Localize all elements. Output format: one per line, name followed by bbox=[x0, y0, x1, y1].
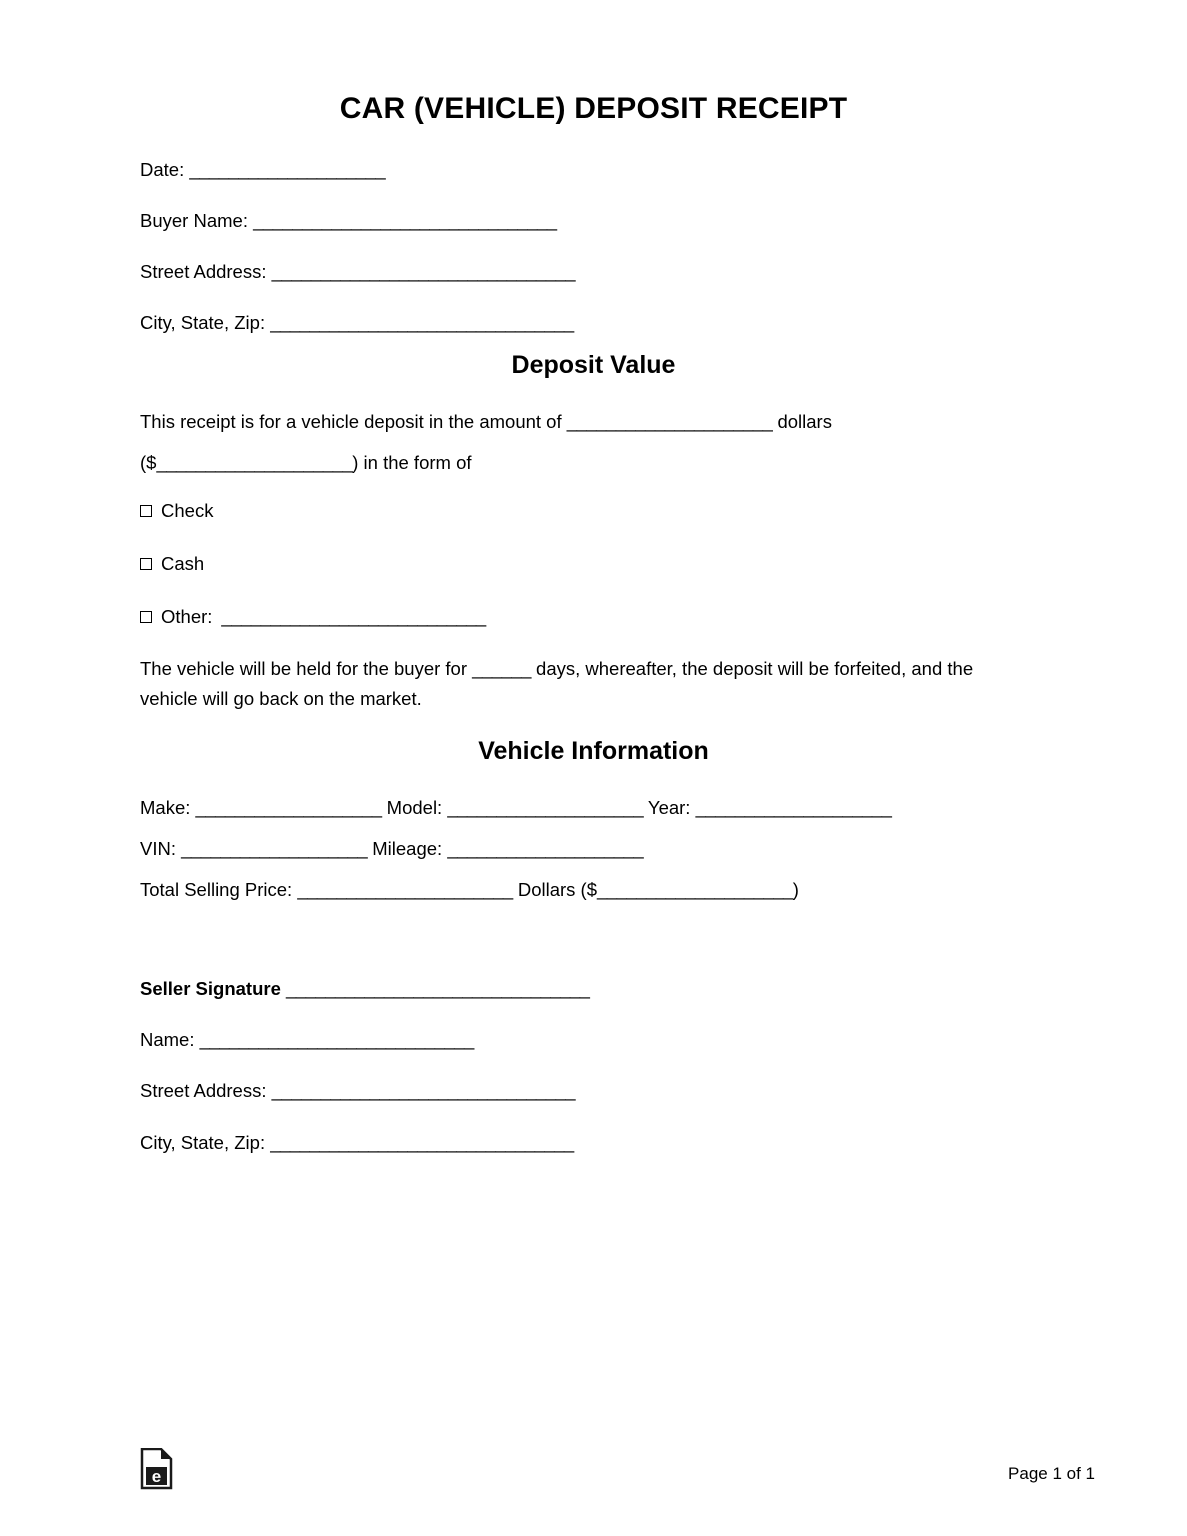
field-date-label: Date: bbox=[140, 159, 190, 180]
hold-period-text-2: days, whereafter, the deposit will be forfeited, and the vehicle will go back on the market. bbox=[140, 657, 974, 710]
field-seller-city-state-zip bbox=[140, 1131, 1047, 1154]
field-total-price-words-line[interactable]: ______________________ bbox=[297, 879, 513, 901]
checkbox-icon-cash[interactable] bbox=[140, 558, 152, 570]
field-total-price-dollars-label: Dollars ($ bbox=[512, 879, 597, 901]
field-total-price-numeric-line[interactable]: ____________________ bbox=[597, 879, 793, 901]
field-vin-label: VIN: bbox=[140, 837, 182, 859]
field-total-price-label: Total Selling Price: bbox=[140, 879, 298, 901]
field-seller-name-line[interactable]: ____________________________ bbox=[199, 1029, 474, 1051]
document-body bbox=[140, 0, 1047, 1154]
seller-signature-label: Seller Signature bbox=[140, 978, 286, 1000]
field-buyer-name-line[interactable]: _______________________________ bbox=[253, 210, 557, 232]
field-seller-street-address bbox=[140, 1079, 1047, 1102]
vehicle-row-vin-mileage bbox=[140, 837, 1047, 860]
checkbox-icon-check[interactable] bbox=[140, 505, 152, 517]
checkbox-row-other[interactable] bbox=[140, 606, 1047, 628]
checkbox-other-line[interactable]: ___________________________ bbox=[221, 605, 486, 627]
deposit-amount-blank[interactable]: _____________________ bbox=[566, 410, 773, 432]
checkbox-label-check: Check bbox=[161, 499, 214, 521]
deposit-amount-line-2 bbox=[140, 451, 1047, 474]
hold-period-paragraph bbox=[140, 654, 1030, 715]
field-seller-street-address-label: Street Address: bbox=[140, 1080, 272, 1102]
field-buyer-name bbox=[140, 209, 1047, 232]
field-seller-city-state-zip-label: City, State, Zip: bbox=[140, 1131, 271, 1153]
field-buyer-city-state-zip-label: City, State, Zip: bbox=[140, 312, 271, 334]
field-buyer-city-state-zip bbox=[140, 311, 1047, 334]
deposit-amount-currency-prefix: ($ bbox=[140, 451, 157, 473]
field-seller-name-label: Name: bbox=[140, 1029, 200, 1051]
field-make-label: Make: bbox=[140, 796, 196, 818]
field-date bbox=[140, 158, 1047, 181]
field-total-price-suffix: ) bbox=[792, 879, 799, 901]
section-title-vehicle-information: Vehicle Information bbox=[478, 736, 709, 765]
checkbox-label-cash: Cash bbox=[161, 552, 205, 574]
hold-period-days-blank[interactable]: ______ bbox=[472, 657, 531, 679]
page-number: Page 1 of 1 bbox=[1008, 1464, 1095, 1483]
field-make-line[interactable]: ___________________ bbox=[195, 796, 382, 818]
checkbox-row-cash[interactable] bbox=[140, 553, 1047, 575]
page-title: CAR (VEHICLE) DEPOSIT RECEIPT bbox=[339, 92, 848, 125]
checkbox-label-other: Other: bbox=[161, 605, 213, 627]
field-buyer-street-address bbox=[140, 260, 1047, 283]
deposit-amount-text-3: ) in the form of bbox=[352, 451, 472, 473]
field-vin-line[interactable]: ___________________ bbox=[181, 837, 368, 859]
checkbox-icon-other[interactable] bbox=[140, 611, 152, 623]
field-buyer-street-address-label: Street Address: bbox=[140, 261, 272, 283]
field-seller-city-state-zip-line[interactable]: _______________________________ bbox=[270, 1131, 574, 1153]
field-seller-name bbox=[140, 1028, 1047, 1051]
seller-signature-line[interactable]: _______________________________ bbox=[286, 978, 590, 1000]
section-title-deposit-value: Deposit Value bbox=[511, 350, 676, 379]
field-seller-street-address-line[interactable]: _______________________________ bbox=[271, 1080, 576, 1102]
field-mileage-label: Mileage: bbox=[367, 837, 448, 859]
field-date-line[interactable]: ____________________ bbox=[189, 159, 386, 180]
eforms-logo-icon bbox=[140, 1448, 174, 1490]
field-model-line[interactable]: ____________________ bbox=[447, 796, 644, 818]
deposit-amount-text-1: This receipt is for a vehicle deposit in the amount of bbox=[140, 410, 567, 432]
deposit-amount-numeric-blank[interactable]: ____________________ bbox=[156, 451, 353, 473]
vehicle-row-total-selling-price bbox=[140, 878, 1047, 901]
deposit-amount-text-2: dollars bbox=[772, 410, 832, 432]
field-buyer-street-address-line[interactable]: _______________________________ bbox=[271, 261, 576, 283]
vehicle-row-make-model-year bbox=[140, 796, 1047, 819]
field-mileage-line[interactable]: ____________________ bbox=[447, 837, 644, 859]
field-year-line[interactable]: ____________________ bbox=[695, 796, 892, 818]
field-year-label: Year: bbox=[643, 796, 696, 818]
checkbox-row-check[interactable] bbox=[140, 500, 1047, 522]
deposit-amount-line-1 bbox=[140, 410, 1047, 433]
field-model-label: Model: bbox=[381, 796, 448, 818]
field-buyer-city-state-zip-line[interactable]: _______________________________ bbox=[270, 312, 574, 334]
svg-text:e: e bbox=[151, 1467, 162, 1486]
hold-period-text-1: The vehicle will be held for the buyer for bbox=[140, 657, 473, 679]
seller-signature-row bbox=[140, 977, 1047, 1000]
field-buyer-name-label: Buyer Name: bbox=[140, 210, 254, 232]
